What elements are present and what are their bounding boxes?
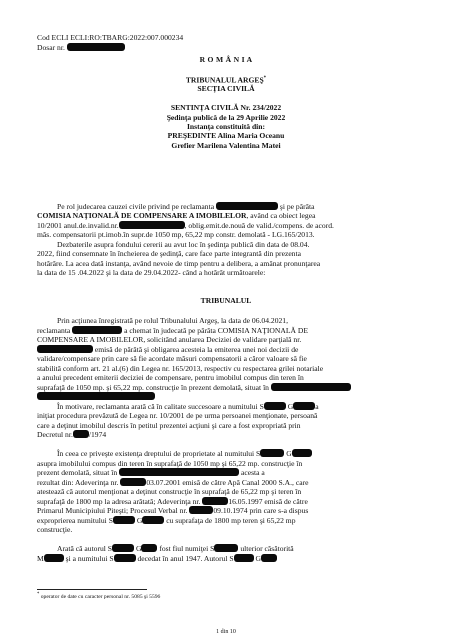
intro-line: la data de 15 .04.2022 şi la data de 29.04.2022- când a hotărât următoarele: <box>37 268 266 277</box>
body-line: suprafaţă de 1800 mp la adresa arătată; Adeverinţa nr. 16.05.1997 emisă de către <box>37 497 308 506</box>
body-line: rezultat din: Adeverinţa nr. 03.07.2001 emisă de către Apă Canal 2000 S.A., care <box>37 478 309 487</box>
body-line: validare/compensare prin care să fie acordate măsuri compensatorii a căror valoare să fie <box>37 354 307 363</box>
page-number: 1 din 10 <box>216 629 236 635</box>
body-line: iniţiat procedura prevăzută de Legea nr. 10/2001 de pe urma persoanei menţionate, persoană <box>37 411 318 420</box>
body-line: M şi a numitului S decedat în anul 1947. Autorul S G <box>37 554 277 563</box>
country-heading: R O M Â N I A <box>199 55 253 64</box>
body-line: COMPENSARE A IMOBILELOR, solicitând anularea Deciziei de validare parţială nr. <box>37 335 302 344</box>
body-line: prezent demolată, situat în acesta a <box>37 468 265 477</box>
footnote-divider <box>37 589 147 590</box>
body-line: a anului precedent emiterii deciziei de compensare, pentru imobilul compus din teren în <box>37 373 304 382</box>
body-line: În motivare, reclamanta arată că în calitate succesoare a numitului S G a <box>57 402 319 411</box>
redaction-mark <box>214 544 238 552</box>
redaction-mark <box>234 554 254 562</box>
body-line: care a deţinut imobilul descris în petitul prezentei acţiuni şi care a fost expropriată prin <box>37 421 301 430</box>
body-line <box>37 392 155 401</box>
redaction-mark <box>37 345 93 353</box>
body-line: Primarul Municipiului Piteşti; Procesul Verbal nr. 09.10.1974 prin care s-a dispus <box>37 506 309 515</box>
body-line: stabilită conform art. 21 al.(6) din Legea nr. 165/2013, respectiv cu respectarea grilei notariale <box>37 364 324 373</box>
intro-line: măs. compensatorii pt.imob.în supr.de 1050 mp, 65,22 mp constr. demolată - LG.165/2013. <box>37 230 315 239</box>
redaction-mark <box>216 202 278 210</box>
redaction-mark <box>260 449 284 457</box>
ecli-code: Cod ECLI ECLI:RO:TBARG:2022:007.000234 <box>37 33 184 42</box>
redaction-mark <box>114 554 136 562</box>
body-line: Arată că autorul S G fost fiul numiţei S ulterior căsătorită <box>57 544 294 553</box>
redaction-mark <box>67 43 125 51</box>
redaction-mark <box>141 544 157 552</box>
sentence-number: SENTINŢA CIVILĂ Nr. 234/2022 <box>170 103 282 112</box>
footnote: * operator de date cu caracter personal nr. 5085 şi 5596 <box>37 592 161 600</box>
intro-line: 2022, fiind consemnate în încheierea de şedinţă, care face parte integrantă din prezenta <box>37 249 301 258</box>
redaction-mark <box>113 516 135 524</box>
intro-line: Dezbaterile asupra fondului cererii au avut loc în şedinţa publică din data de 08.04. <box>57 240 310 249</box>
intro-line: 10/2001 anul.de.invalid.nr. , oblig.emit.de.nouă de valid./compens. de acord. <box>37 221 334 230</box>
redaction-mark <box>293 402 315 410</box>
redaction-mark <box>73 430 89 438</box>
redaction-mark <box>202 497 228 505</box>
court-section: SECŢIA CIVILĂ <box>197 84 255 93</box>
intro-line: COMISIA NAŢIONALĂ DE COMPENSARE A IMOBILELOR, având ca obiect legea <box>37 211 316 220</box>
session-date: Şedinţa publică de la 29 Aprilie 2022 <box>166 113 286 122</box>
body-line: construcţie. <box>37 525 73 534</box>
president-line: PREŞEDINTE Alina Maria Oceanu <box>167 131 285 140</box>
court-name: TRIBUNALUL ARGEŞ* <box>185 75 267 85</box>
intro-line: hotărâre. La acea dată instanţa, având nevoie de timp pentru a delibera, a amânat pronunţarea <box>37 259 321 268</box>
body-line: atestează că autorul menţionat a deţinut construcţie în suprafaţă de 65,22 mp şi teren în <box>37 487 302 496</box>
redaction-mark <box>261 554 277 562</box>
body-line: Prin acţiunea înregistrată pe rolul Tribunalului Argeş, la data de 06.04.2021, <box>57 316 289 325</box>
redaction-mark <box>72 326 122 334</box>
redaction-mark <box>264 402 286 410</box>
redaction-mark <box>119 468 239 476</box>
body-line: În ceea ce priveşte existenţa dreptului de proprietate al numitului S G <box>57 449 312 458</box>
body-line: Decretul nr. /1974 <box>37 430 107 439</box>
clerk-line: Grefier Marilena Valentina Matei <box>171 141 281 150</box>
intro-line: Pe rol judecarea cauzei civile privind pe reclamanta şi pe pârâta <box>57 202 315 211</box>
redaction-mark <box>271 383 351 391</box>
body-line: reclamanta a chemat în judecată pe pârâta COMISIA NAŢIONALĂ DE <box>37 326 309 335</box>
redaction-mark <box>112 544 134 552</box>
instance-heading: Instanţa constituită din: <box>186 122 266 131</box>
redaction-mark <box>189 506 213 514</box>
case-number: Dosar nr. <box>37 43 125 52</box>
redaction-mark <box>120 478 146 486</box>
redaction-mark <box>292 449 312 457</box>
redaction-mark <box>119 221 185 229</box>
body-line: exproprierea numitului S G cu suprafaţa de 1800 mp teren şi 65,22 mp <box>37 516 296 525</box>
body-line: asupra imobilului compus din teren în suprafaţă de 1050 mp şi 65,22 mp. construcţie în <box>37 459 303 468</box>
tribunal-heading: TRIBUNALUL <box>200 296 252 305</box>
body-line: emisă de pârâtă şi obligarea acesteia la emiterea unei noi decizii de <box>37 345 298 354</box>
redaction-mark <box>142 516 164 524</box>
redaction-mark <box>44 554 64 562</box>
redaction-mark <box>37 392 155 400</box>
body-line: suprafaţă de 1050 mp. şi 65,22 mp. construcţie în prezent demolată, situat în <box>37 383 351 392</box>
